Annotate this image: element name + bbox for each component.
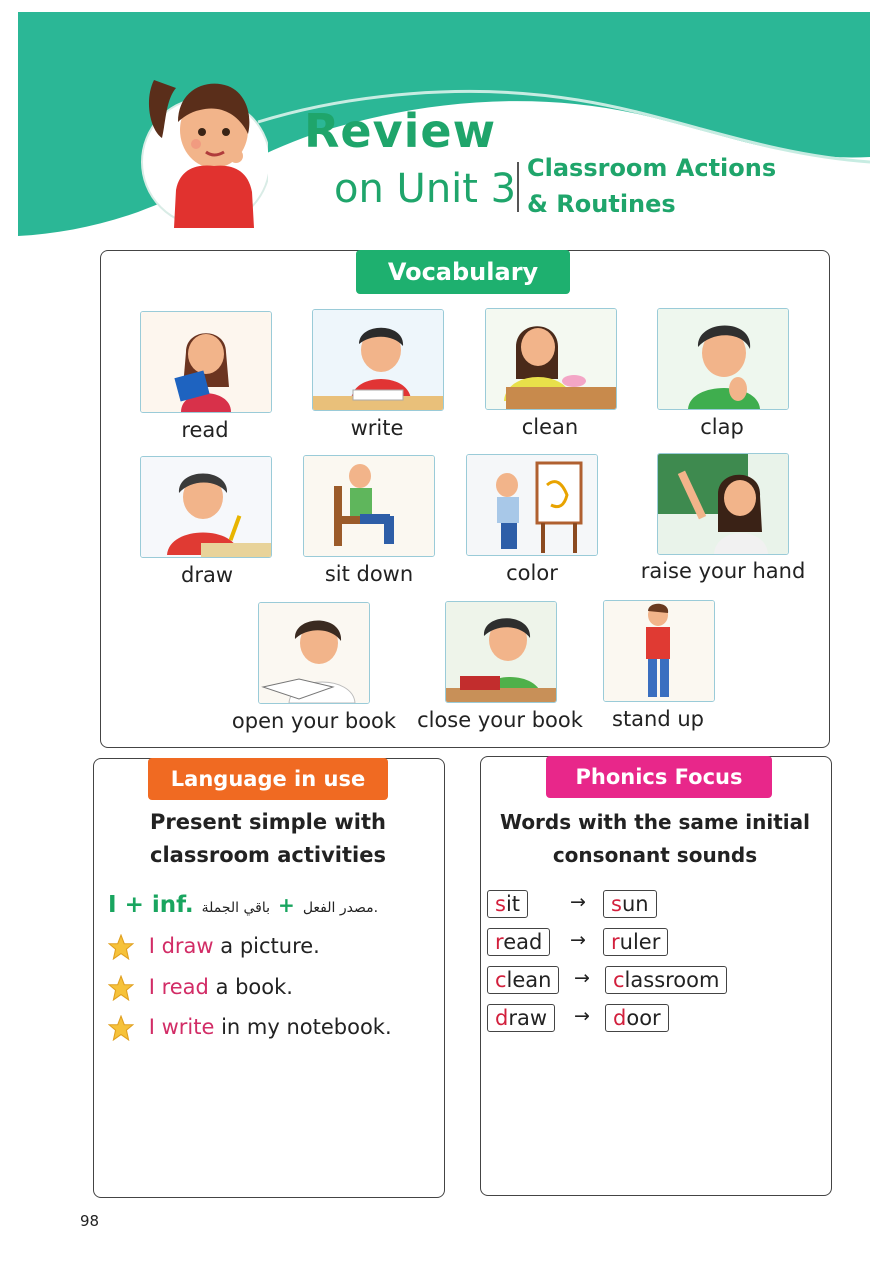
girl-mascot-icon — [136, 60, 268, 228]
clapping-boy-icon — [658, 309, 788, 409]
word-rest: un — [621, 892, 649, 916]
word-rest: oor — [626, 1006, 661, 1030]
sitting-boy-icon — [304, 456, 434, 556]
word-rest: raw — [508, 1006, 548, 1030]
language-title-line-2: classroom activities — [150, 843, 386, 867]
standing-boy-icon — [604, 601, 714, 701]
vocab-label-write: write — [350, 416, 404, 440]
arrow-icon: → — [570, 929, 586, 951]
subtitle-line-2: & Routines — [527, 190, 676, 218]
phonics-match-word — [605, 966, 727, 994]
phonics-title-line-1: Words with the same initial — [499, 810, 811, 834]
grammar-formula — [108, 892, 378, 918]
initial-sound: c — [613, 968, 625, 992]
vocab-picture-close-your-book — [445, 601, 557, 703]
arrow-icon: → — [570, 891, 586, 913]
writing-boy-icon — [313, 310, 443, 410]
drawing-boy-icon — [141, 457, 271, 557]
phonics-title — [487, 806, 823, 872]
vocab-label-draw: draw — [180, 563, 233, 587]
initial-sound: d — [613, 1006, 627, 1030]
vocab-label-clap: clap — [700, 415, 744, 439]
phonics-word — [487, 1004, 555, 1032]
title-divider — [517, 162, 519, 212]
word-rest: ead — [503, 930, 543, 954]
example-rest: a picture. — [220, 934, 320, 958]
initial-sound: d — [495, 1006, 509, 1030]
phonics-word — [487, 890, 528, 918]
example-verb: read — [161, 975, 209, 999]
language-heading: Language in use — [148, 758, 388, 800]
reading-girl-icon — [141, 312, 271, 412]
vocab-picture-clean — [485, 308, 617, 410]
word-rest: lassroom — [624, 968, 720, 992]
arrow-icon: → — [574, 967, 590, 989]
review-title: Review — [304, 104, 497, 158]
star-icon — [108, 975, 134, 1001]
arrow-icon: → — [574, 1005, 590, 1027]
vocab-picture-write — [312, 309, 444, 411]
vocab-picture-stand-up — [603, 600, 715, 702]
phonics-word — [487, 928, 550, 956]
vocab-label-open-your-book: open your book — [231, 709, 397, 733]
page-number: 98 — [80, 1212, 100, 1230]
formula-arabic-infinitive: مصدر الفعل — [302, 900, 374, 916]
word-rest: lean — [506, 968, 552, 992]
unit-title: on Unit 3 — [334, 166, 517, 212]
star-icon — [108, 1015, 134, 1041]
vocab-label-color: color — [506, 561, 558, 585]
example-subject: I — [148, 934, 155, 958]
phonics-heading: Phonics Focus — [546, 756, 772, 798]
vocab-label-read: read — [181, 418, 229, 442]
vocab-label-sit-down: sit down — [324, 562, 414, 586]
word-rest: it — [505, 892, 521, 916]
vocab-label-stand-up: stand up — [612, 707, 704, 731]
open-book-boy-icon — [259, 603, 369, 703]
example-sentence — [108, 975, 293, 1001]
language-title-line-1: Present simple with — [150, 810, 386, 834]
vocab-picture-clap — [657, 308, 789, 410]
closed-book-boy-icon — [446, 602, 556, 702]
vocab-picture-read — [140, 311, 272, 413]
vocab-label-close-your-book: close your book — [417, 708, 583, 732]
example-verb: draw — [161, 934, 214, 958]
initial-sound: s — [611, 892, 622, 916]
word-rest: uler — [619, 930, 661, 954]
formula-lead: I + inf. — [108, 892, 194, 918]
vocab-label-clean: clean — [521, 415, 579, 439]
example-sentence — [108, 1015, 392, 1041]
example-rest: in my notebook. — [221, 1015, 392, 1039]
phonics-match-word — [603, 890, 657, 918]
vocab-label-raise-your-hand: raise your hand — [640, 559, 806, 583]
vocab-picture-color — [466, 454, 598, 556]
example-rest: a book. — [215, 975, 293, 999]
vocab-picture-raise-your-hand — [657, 453, 789, 555]
painting-boy-icon — [467, 455, 597, 555]
subtitle-line-1: Classroom Actions — [527, 154, 777, 182]
example-sentence — [108, 934, 320, 960]
formula-arabic-rest: باقي الجملة. — [201, 900, 379, 916]
initial-sound: c — [495, 968, 507, 992]
formula-plus: + — [278, 893, 295, 917]
phonics-title-line-2: consonant sounds — [552, 843, 758, 867]
language-title — [100, 806, 436, 872]
initial-sound: r — [495, 930, 504, 954]
example-subject: I — [148, 975, 155, 999]
raising-hand-girl-icon — [658, 454, 788, 554]
phonics-match-word — [605, 1004, 669, 1032]
vocab-picture-open-your-book — [258, 602, 370, 704]
vocab-picture-sit-down — [303, 455, 435, 557]
vocabulary-heading: Vocabulary — [356, 250, 570, 294]
example-subject: I — [148, 1015, 155, 1039]
phonics-word — [487, 966, 559, 994]
cleaning-girl-icon — [486, 309, 616, 409]
initial-sound: r — [611, 930, 620, 954]
example-verb: write — [161, 1015, 215, 1039]
unit-subtitle — [527, 150, 776, 222]
vocab-picture-draw — [140, 456, 272, 558]
initial-sound: s — [495, 892, 506, 916]
star-icon — [108, 934, 134, 960]
phonics-match-word — [603, 928, 668, 956]
